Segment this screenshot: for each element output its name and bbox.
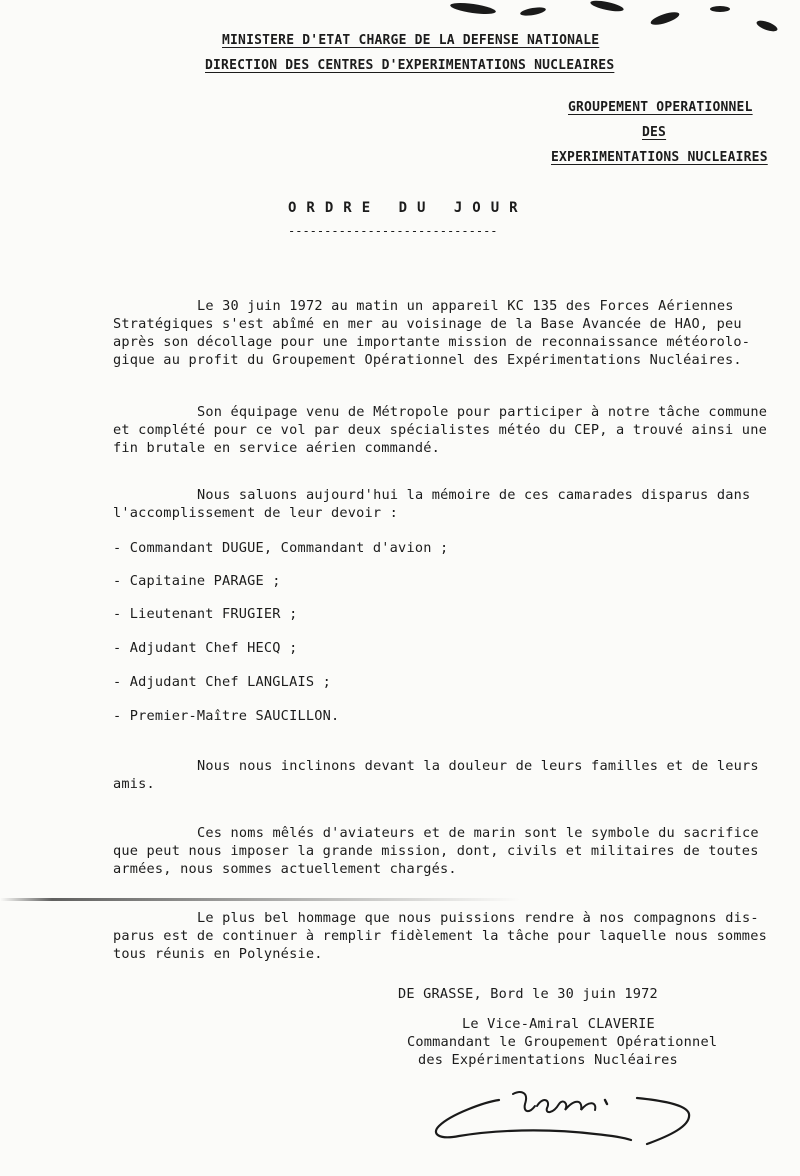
- document-title: ORDRE DU JOUR: [288, 200, 528, 216]
- paragraph-2-line: fin brutale en service aérien commandé.: [113, 440, 440, 456]
- paragraph-3-line: l'accomplissement de leur devoir :: [113, 505, 399, 521]
- crew-list-item: - Capitaine PARAGE ;: [113, 573, 281, 589]
- paragraph-1-line: après son décollage pour une importante mission de reconnaissance météorolo-: [113, 334, 751, 350]
- crew-list-item: - Commandant DUGUE, Commandant d'avion ;: [113, 540, 449, 556]
- paragraph-5-line: armées, nous sommes actuellement chargés.: [113, 861, 457, 877]
- paragraph-5-line: Ces noms mêlés d'aviateurs et de marin sont le symbole du sacrifice: [197, 825, 759, 841]
- paragraph-6-line: parus est de continuer à remplir fidèlement la tâche pour laquelle nous sommes: [113, 928, 767, 944]
- paragraph-2-line: Son équipage venu de Métropole pour participer à notre tâche commune: [197, 404, 768, 420]
- signatory-title-line1: Commandant le Groupement Opérationnel: [407, 1034, 718, 1050]
- place-and-date: DE GRASSE, Bord le 30 juin 1972: [398, 986, 658, 1002]
- paragraph-6-line: Le plus bel hommage que nous puissions rendre à nos compagnons dis-: [197, 910, 759, 926]
- scan-mark: [450, 1, 497, 16]
- ministry-heading: MINISTERE D'ETAT CHARGE DE LA DEFENSE NATIONALE: [222, 33, 600, 48]
- paragraph-2-line: et complété pour ce vol par deux spécialistes météo du CEP, a trouvé ainsi une: [113, 422, 767, 438]
- signatory-name: Le Vice-Amiral CLAVERIE: [462, 1016, 655, 1032]
- scan-mark: [755, 18, 778, 33]
- crew-list-item: - Premier-Maître SAUCILLON.: [113, 708, 340, 724]
- scan-mark: [710, 6, 730, 12]
- title-underline: -----------------------------: [288, 224, 498, 238]
- crew-list-item: - Lieutenant FRUGIER ;: [113, 606, 298, 622]
- group-heading-line3: EXPERIMENTATIONS NUCLEAIRES: [551, 150, 768, 165]
- signatory-title-line2: des Expérimentations Nucléaires: [418, 1052, 678, 1068]
- group-heading-line2: DES: [642, 125, 667, 140]
- paragraph-3-line: Nous saluons aujourd'hui la mémoire de ces camarades disparus dans: [197, 487, 751, 503]
- paragraph-1-line: gique au profit du Groupement Opérationnel des Expérimentations Nucléaires.: [113, 352, 742, 368]
- scan-mark: [649, 10, 680, 28]
- paragraph-4-line: Nous nous inclinons devant la douleur de leurs familles et de leurs: [197, 758, 759, 774]
- handwritten-signature: [425, 1070, 715, 1150]
- paragraph-5-line: que peut nous imposer la grande mission, dont, civils et militaires de toutes: [113, 843, 759, 859]
- group-heading-line1: GROUPEMENT OPERATIONNEL: [568, 100, 753, 115]
- paragraph-4-line: amis.: [113, 776, 155, 792]
- paragraph-6-line: tous réunis en Polynésie.: [113, 946, 323, 962]
- crew-list-item: - Adjudant Chef HECQ ;: [113, 640, 298, 656]
- scan-mark: [520, 6, 547, 17]
- crew-list-item: - Adjudant Chef LANGLAIS ;: [113, 674, 331, 690]
- paragraph-1-line: Le 30 juin 1972 au matin un appareil KC 135 des Forces Aériennes: [197, 298, 734, 314]
- paragraph-1-line: Stratégiques s'est abîmé en mer au voisinage de la Base Avancée de HAO, peu: [113, 316, 742, 332]
- scan-mark: [590, 0, 625, 13]
- direction-heading: DIRECTION DES CENTRES D'EXPERIMENTATIONS NUCLEAIRES: [205, 58, 615, 73]
- scan-streak: [0, 898, 520, 901]
